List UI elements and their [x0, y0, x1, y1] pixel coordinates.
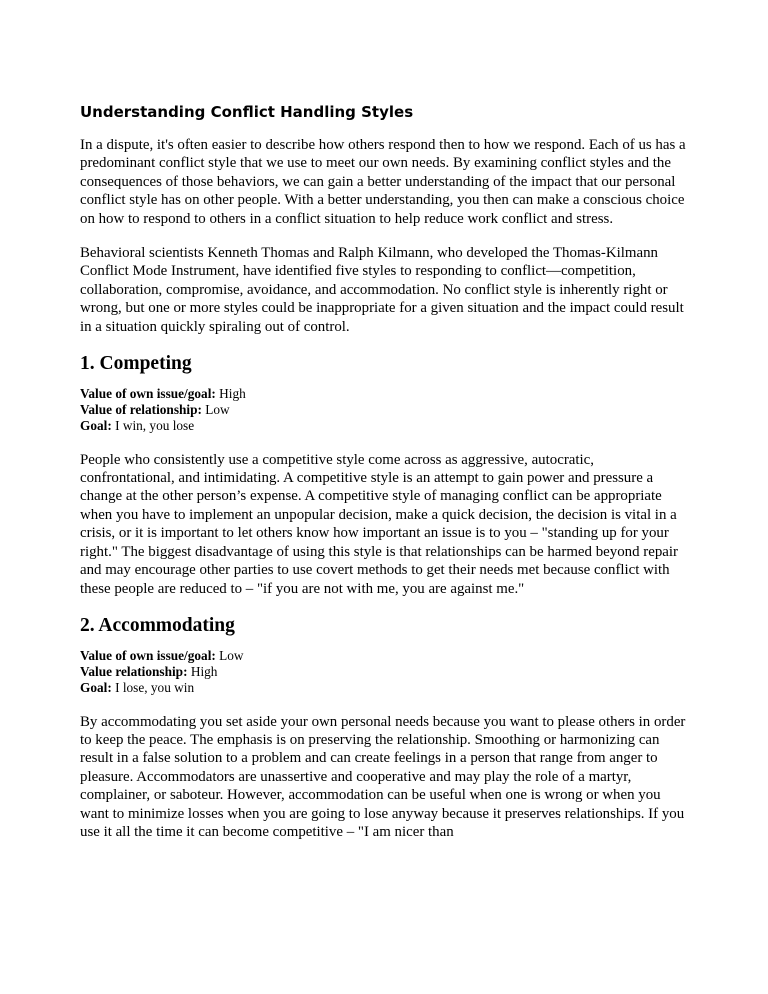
- relationship-value: High: [187, 664, 218, 680]
- goal-value: I win, you lose: [111, 418, 195, 434]
- goal-label: Goal:: [80, 680, 112, 696]
- own-goal-value: Low: [215, 647, 244, 663]
- goal-line: [80, 680, 692, 696]
- section-heading-accommodating: 2. Accommodating: [80, 614, 235, 636]
- intro-paragraph: In a dispute, it's often easier to describe how others respond then to how we respond. Each of us has a predominant conflict style that we use to meet our own needs. By examining conflict styles and the consequences of those behaviors, we can gain a better understanding of the impact that our personal conflict style has on other people. With a better understanding, you then can make a conscious choice on how to respond to others in a conflict situation to help reduce work conflict and stress.: [80, 137, 686, 227]
- relationship-label: Value relationship:: [80, 664, 188, 680]
- relationship-value: Low: [201, 402, 230, 418]
- own-goal-line: [80, 386, 692, 402]
- page-title: Understanding Conflict Handling Styles: [80, 103, 414, 121]
- section-meta-accommodating: [80, 648, 692, 697]
- own-goal-value: High: [215, 386, 246, 402]
- goal-label: Goal:: [80, 418, 112, 434]
- document-content: [80, 102, 692, 857]
- relationship-line: [80, 402, 692, 418]
- intro-paragraph: Behavioral scientists Kenneth Thomas and Ralph Kilmann, who developed the Thomas-Kilmann Conflict Mode Instrument, have identified five styles to responding to conflict—competition, collaboration, compromise, avoidance, and accommodation. No conflict style is inherently right or wrong, but one or more styles could be inappropriate for a given situation and the impact could result in a situation quickly spiraling out of control.: [80, 245, 684, 335]
- goal-line: [80, 418, 692, 434]
- section-body-accommodating: By accommodating you set aside your own personal needs because you want to please others in order to keep the peace. The emphasis is on preserving the relationship. Smoothing or harmonizing can result in a false solution to a problem and can create feelings in a person that range from anger to pleasure. Accommodators are unassertive and cooperative and may play the role of a martyr, complainer, or saboteur. However, accommodation can be useful when one is wrong or when you want to minimize losses when you are going to lose anyway because it preserves relationships. If you use it all the time it can become competitive – "I am nicer than: [80, 713, 686, 840]
- own-goal-label: Value of own issue/goal:: [80, 386, 216, 402]
- section-body-competing: People who consistently use a competitive style come across as aggressive, autocratic, confrontational, and intimidating. A competitive style is an attempt to gain power and pressure a change at the other person’s expense. A competitive style of managing conflict can be appropriate when you have to implement an unpopular decision, make a quick decision, the decision is vital in a crisis, or it is important to let others know how important an issue is to you – "standing up for your right." The biggest disadvantage of using this style is that relationships can be harmed beyond repair and may encourage other parties to use covert methods to get their needs met because conflict with these people are reduced to – "if you are not with me, you are against me.": [80, 451, 678, 597]
- own-goal-label: Value of own issue/goal:: [80, 647, 216, 663]
- section-heading-competing: 1. Competing: [80, 353, 192, 375]
- own-goal-line: [80, 648, 692, 664]
- section-meta-competing: [80, 386, 692, 435]
- relationship-label: Value of relationship:: [80, 402, 202, 418]
- relationship-line: [80, 664, 692, 680]
- goal-value: I lose, you win: [111, 680, 195, 696]
